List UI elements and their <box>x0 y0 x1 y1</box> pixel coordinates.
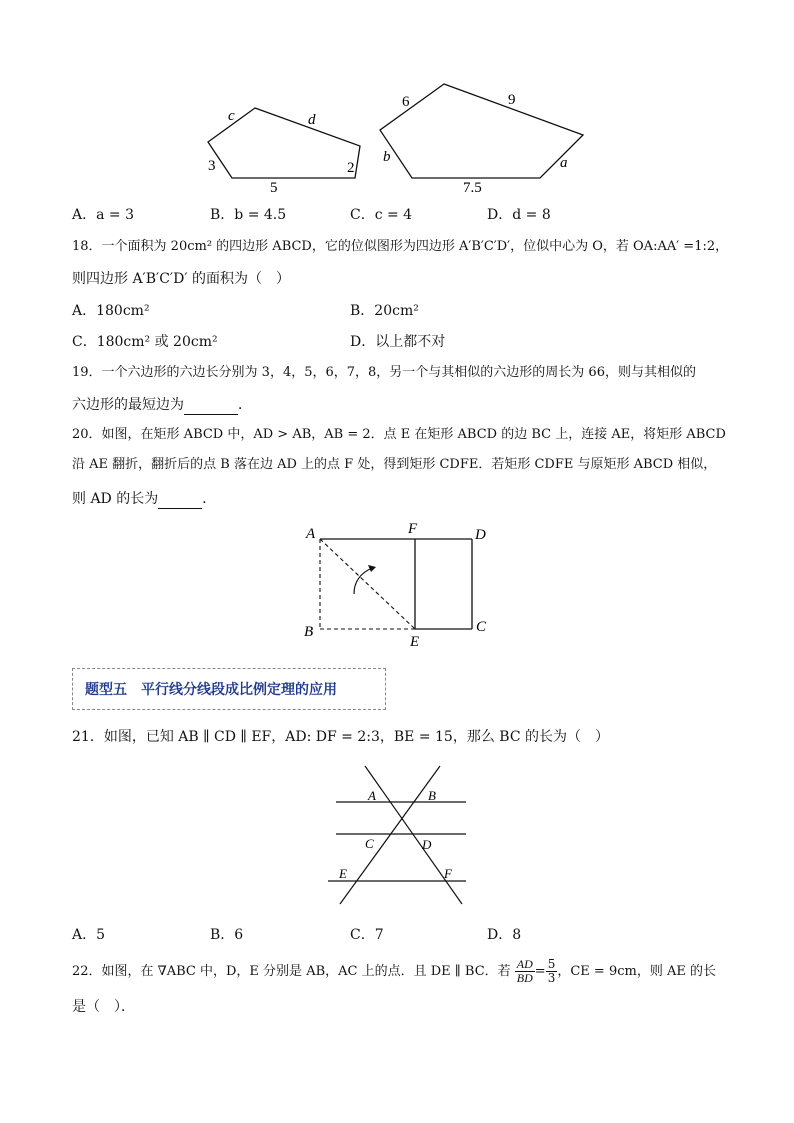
label-7.5: 7.5 <box>463 180 482 196</box>
label-2: 2 <box>347 160 355 176</box>
q17-option-a: A．a = 3 <box>72 207 134 223</box>
q20-line2: 沿 AE 翻折，翻折后的点 B 落在边 AD 上的点 F 处，得到矩形 CDFE．若矩形 CDFE 与原矩形 ABCD 相似， <box>72 457 717 472</box>
label-a: a <box>560 155 568 171</box>
label-d: d <box>308 112 316 128</box>
q22-line2: 是（ ）． <box>72 999 135 1015</box>
fig21-label-F: F <box>444 866 452 881</box>
q19-line1: 19．一个六边形的六边长分别为 3，4，5，6，7，8，另一个与其相似的六边形的周长为 66，则与其相似的 <box>72 365 696 380</box>
q19-line2 <box>72 396 252 415</box>
q22-prefix: 22．如图，在 ∇ABC 中，D，E 分别是 AB，AC 上的点．且 DE ∥ BC．若 <box>72 964 511 979</box>
label-9: 9 <box>508 92 516 108</box>
q20-line3-text: 则 AD 的长为 <box>72 491 159 507</box>
fig20-label-E: E <box>410 634 420 650</box>
label-b: b <box>383 149 391 165</box>
q22-fraction-ad-bd <box>515 958 535 985</box>
fig21-label-A: A <box>368 788 376 803</box>
fold-arrow-head <box>368 565 376 572</box>
q21-option-d: D．8 <box>487 927 522 943</box>
q22-line1 <box>72 954 716 990</box>
q19-answer-blank[interactable] <box>184 396 238 415</box>
q19-line2-text: 六边形的最短边为 <box>72 397 184 413</box>
parallel-lines-figure <box>320 758 480 908</box>
section-title: 题型五 平行线分线段成比例定理的应用 <box>85 682 337 698</box>
q21-option-a: A．5 <box>72 927 106 943</box>
right-pentagon <box>380 84 583 178</box>
q19-line2-end: ． <box>238 397 252 413</box>
q18-option-b: B．20cm² <box>350 303 419 319</box>
q18-option-d: D．以上都不对 <box>350 334 446 350</box>
fold-arrow <box>354 568 372 594</box>
pentagons-figure <box>190 78 600 198</box>
q18-line1: 18．一个面积为 20cm² 的四边形 ABCD，它的位似图形为四边形 A′B′C′D′，位似中心为 O，若 OA:AA′ =1:2， <box>72 239 729 254</box>
q20-line1: 20．如图，在矩形 ABCD 中，AD > AB，AB = 2．点 E 在矩形 ABCD 的边 BC 上，连接 AE，将矩形 ABCD <box>72 427 726 442</box>
q18-line2: 则四边形 A′B′C′D′ 的面积为（ ） <box>72 271 290 287</box>
q17-option-c: C．c = 4 <box>350 207 413 223</box>
fig20-label-F: F <box>408 521 418 537</box>
q22-fraction-5-3 <box>546 958 558 985</box>
q22-eq: = <box>534 964 546 979</box>
q18-option-a: A．180cm² <box>72 303 150 319</box>
fig20-label-C: C <box>476 619 487 635</box>
q17-option-d: D．d = 8 <box>487 207 551 223</box>
q22-frac2-den: 3 <box>547 971 556 985</box>
q22-frac-den: BD <box>516 971 533 985</box>
fig21-label-B: B <box>428 788 436 803</box>
fig21-label-E: E <box>339 866 347 881</box>
label-3: 3 <box>208 158 216 174</box>
rectangle-fold-figure <box>298 518 498 650</box>
q22-suffix: ，CE = 9cm，则 AE 的长 <box>557 964 716 979</box>
q22-frac-num: AD <box>516 957 533 971</box>
fig21-label-C: C <box>365 836 374 851</box>
q22-frac2-num: 5 <box>547 957 556 971</box>
section-header <box>72 668 386 710</box>
q21-option-c: C．7 <box>350 927 384 943</box>
fig20-label-D: D <box>475 527 486 543</box>
label-5: 5 <box>270 180 278 196</box>
q20-answer-blank[interactable] <box>158 490 202 509</box>
q18-option-c: C．180cm² 或 20cm² <box>72 334 218 350</box>
q20-line3 <box>72 490 216 509</box>
q21-line1: 21．如图，已知 AB ∥ CD ∥ EF，AD: DF = 2:3，BE = 15，那么 BC 的长为（ ） <box>72 729 609 745</box>
label-c: c <box>228 108 235 124</box>
q17-option-b: B．b = 4.5 <box>210 207 287 223</box>
fig20-label-A: A <box>306 526 316 542</box>
label-6: 6 <box>402 94 410 110</box>
fig20-label-B: B <box>304 624 314 640</box>
fig21-label-D: D <box>422 837 432 852</box>
q21-option-b: B．6 <box>210 927 244 943</box>
q20-line3-end: ． <box>202 491 217 507</box>
